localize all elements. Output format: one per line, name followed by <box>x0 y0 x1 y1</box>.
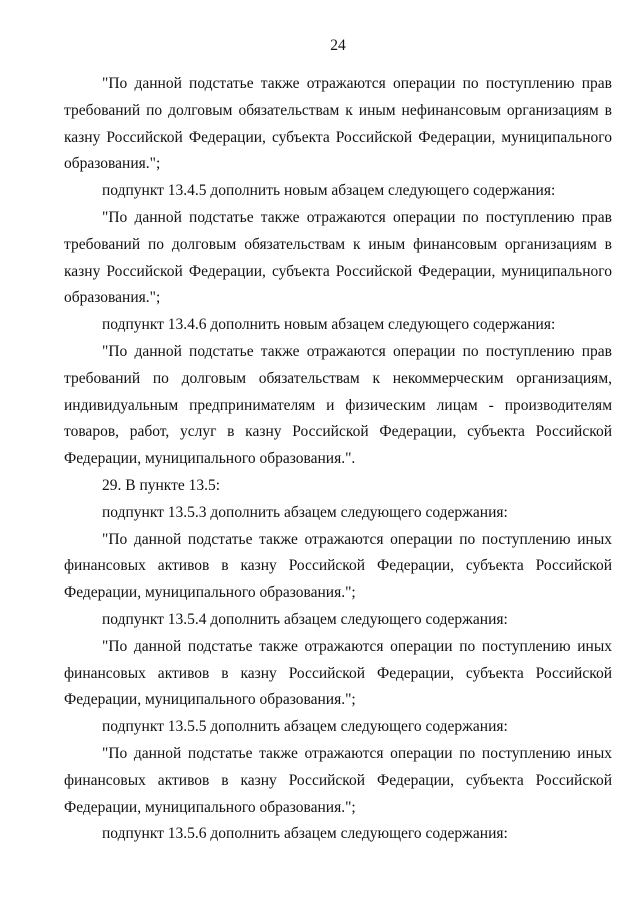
paragraph: подпункт 13.5.3 дополнить абзацем следующего содержания: <box>102 503 508 521</box>
page-number: 24 <box>330 37 346 54</box>
paragraph: "По данной подстатье также отражаются операции по поступлению иных финансовых активов в казну Российской Федерации, субъекта Российской Федерации, муниципального образования."; <box>64 637 612 709</box>
paragraph: 29. В пункте 13.5: <box>102 476 221 494</box>
document-body <box>64 71 612 848</box>
paragraph: подпункт 13.5.4 дополнить абзацем следующего содержания: <box>102 610 508 628</box>
paragraph: "По данной подстатье также отражаются операции по поступлению прав требований по долговым обязательствам к иным финансовым организациям в казну Российской Федерации, субъекта Российской Федерации, муниципального образования."; <box>64 208 612 307</box>
paragraph: "По данной подстатье также отражаются операции по поступлению иных финансовых активов в казну Российской Федерации, субъекта Российской Федерации, муниципального образования."; <box>64 744 612 816</box>
paragraph: "По данной подстатье также отражаются операции по поступлению прав требований по долговым обязательствам к некоммерческим организациям, индивидуальным предпринимателям и физическим лицам - производителям товаров, работ, услуг в казну Российской Федерации, субъекта Российской Федерации, муниципального образования.". <box>64 342 612 468</box>
paragraph: "По данной подстатье также отражаются операции по поступлению иных финансовых активов в казну Российской Федерации, субъекта Российской Федерации, муниципального образования."; <box>64 530 612 602</box>
paragraph: "По данной подстатье также отражаются операции по поступлению прав требований по долговым обязательствам к иным нефинансовым организациям в казну Российской Федерации, субъекта Российской Федерации, муниципального образования."; <box>64 75 612 173</box>
paragraph: подпункт 13.5.6 дополнить абзацем следующего содержания: <box>102 825 508 843</box>
document-page <box>64 0 612 905</box>
paragraph: подпункт 13.5.5 дополнить абзацем следующего содержания: <box>102 718 508 736</box>
paragraph: подпункт 13.4.5 дополнить новым абзацем следующего содержания: <box>102 182 556 200</box>
paragraph: подпункт 13.4.6 дополнить новым абзацем следующего содержания: <box>102 316 556 334</box>
